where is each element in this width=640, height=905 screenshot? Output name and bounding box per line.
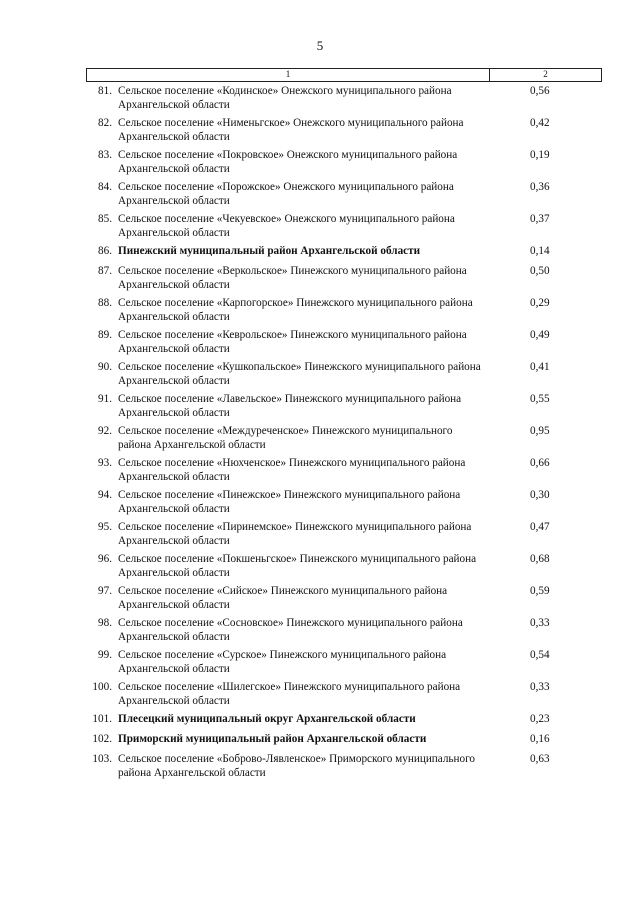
row-value: 0,36: [530, 181, 550, 193]
row-number: 98.: [98, 617, 112, 629]
row-number: 95.: [98, 521, 112, 533]
row-name: Сельское поселение «Нименьгское» Онежского муниципального района Архангельской области: [118, 117, 464, 143]
row-name: Плесецкий муниципальный округ Архангельской области: [118, 713, 416, 725]
table-row: [86, 648, 602, 676]
row-name: Сельское поселение «Пинежское» Пинежского муниципального района Архангельской области: [118, 489, 461, 515]
table-row: [86, 296, 602, 324]
row-name: Сельское поселение «Порожское» Онежского муниципального района Архангельской области: [118, 181, 454, 207]
table-row: [86, 360, 602, 388]
table-body: [86, 84, 602, 780]
row-number: 87.: [98, 265, 112, 277]
row-name: Сельское поселение «Сурское» Пинежского муниципального района Архангельской области: [118, 649, 447, 675]
table-row: [86, 752, 602, 780]
table-row: [86, 180, 602, 208]
row-name: Сельское поселение «Карпогорское» Пинежского муниципального района Архангельской области: [118, 297, 473, 323]
table-row: [86, 244, 602, 258]
row-name: Сельское поселение «Нюхченское» Пинежского муниципального района Архангельской области: [118, 457, 466, 483]
table-row: [86, 616, 602, 644]
row-number: 99.: [98, 649, 112, 661]
row-name: Сельское поселение «Веркольское» Пинежского муниципального района Архангельской области: [118, 265, 467, 291]
table-row: [86, 520, 602, 548]
row-name: Сельское поселение «Покровское» Онежского муниципального района Архангельской области: [118, 149, 458, 175]
row-number: 96.: [98, 553, 112, 565]
table-row: [86, 264, 602, 292]
table-row: [86, 148, 602, 176]
table-header: [86, 68, 602, 82]
table-row: [86, 212, 602, 240]
row-number: 86.: [98, 245, 112, 257]
row-value: 0,37: [530, 213, 550, 225]
table-row: [86, 116, 602, 144]
row-value: 0,59: [530, 585, 550, 597]
row-value: 0,16: [530, 733, 550, 745]
table-row: [86, 328, 602, 356]
row-value: 0,66: [530, 457, 550, 469]
row-name: Сельское поселение «Сийское» Пинежского муниципального района Архангельской области: [118, 585, 448, 611]
table-row: [86, 712, 602, 726]
table-row: [86, 84, 602, 112]
row-number: 83.: [98, 149, 112, 161]
page-number: 5: [316, 38, 324, 53]
column-header-1: 1: [87, 69, 490, 81]
table-row: [86, 456, 602, 484]
column-header-2: 2: [543, 69, 548, 79]
row-value: 0,54: [530, 649, 550, 661]
row-name: Сельское поселение «Боброво-Лявленское» Приморского муниципального района Архангельской области: [118, 753, 476, 779]
row-value: 0,95: [530, 425, 550, 437]
row-value: 0,29: [530, 297, 550, 309]
row-value: 0,55: [530, 393, 550, 405]
row-number: 93.: [98, 457, 112, 469]
row-name: Сельское поселение «Шилегское» Пинежского муниципального района Архангельской области: [118, 681, 461, 707]
row-name: Сельское поселение «Кеврольское» Пинежского муниципального района Архангельской области: [118, 329, 467, 355]
row-name: Сельское поселение «Кушкопальское» Пинежского муниципального района Архангельской области: [118, 361, 481, 387]
row-name: Сельское поселение «Сосновское» Пинежского муниципального района Архангельской области: [118, 617, 463, 643]
row-value: 0,47: [530, 521, 550, 533]
row-value: 0,41: [530, 361, 550, 373]
row-name: Приморский муниципальный район Архангельской области: [118, 733, 427, 745]
table-row: [86, 488, 602, 516]
row-name: Сельское поселение «Лавельское» Пинежского муниципального района Архангельской области: [118, 393, 462, 419]
row-number: 84.: [98, 181, 112, 193]
row-number: 92.: [98, 425, 112, 437]
row-value: 0,14: [530, 245, 550, 257]
row-value: 0,23: [530, 713, 550, 725]
row-number: 90.: [98, 361, 112, 373]
row-number: 101.: [92, 713, 112, 725]
row-number: 97.: [98, 585, 112, 597]
row-name: Сельское поселение «Покшеньгское» Пинежского муниципального района Архангельской области: [118, 553, 477, 579]
row-number: 81.: [98, 85, 112, 97]
row-name: Сельское поселение «Чекуевское» Онежского муниципального района Архангельской области: [118, 213, 455, 239]
row-number: 88.: [98, 297, 112, 309]
row-number: 102.: [92, 733, 112, 745]
row-value: 0,50: [530, 265, 550, 277]
row-value: 0,33: [530, 681, 550, 693]
row-number: 85.: [98, 213, 112, 225]
row-value: 0,30: [530, 489, 550, 501]
row-value: 0,49: [530, 329, 550, 341]
table-row: [86, 584, 602, 612]
table-row: [86, 732, 602, 746]
row-name: Пинежский муниципальный район Архангельской области: [118, 245, 421, 257]
row-value: 0,63: [530, 753, 550, 765]
row-name: Сельское поселение «Междуреченское» Пинежского муниципального района Архангельской области: [118, 425, 453, 451]
row-number: 82.: [98, 117, 112, 129]
table-row: [86, 552, 602, 580]
row-number: 91.: [98, 393, 112, 405]
data-table: [86, 68, 602, 784]
row-number: 103.: [92, 753, 112, 765]
row-value: 0,19: [530, 149, 550, 161]
row-number: 100.: [92, 681, 112, 693]
row-number: 89.: [98, 329, 112, 341]
row-value: 0,33: [530, 617, 550, 629]
table-row: [86, 680, 602, 708]
table-row: [86, 392, 602, 420]
row-value: 0,56: [530, 85, 550, 97]
row-value: 0,68: [530, 553, 550, 565]
row-name: Сельское поселение «Кодинское» Онежского муниципального района Архангельской области: [118, 85, 452, 111]
row-value: 0,42: [530, 117, 550, 129]
table-row: [86, 424, 602, 452]
row-name: Сельское поселение «Пиринемское» Пинежского муниципального района Архангельской области: [118, 521, 472, 547]
row-number: 94.: [98, 489, 112, 501]
